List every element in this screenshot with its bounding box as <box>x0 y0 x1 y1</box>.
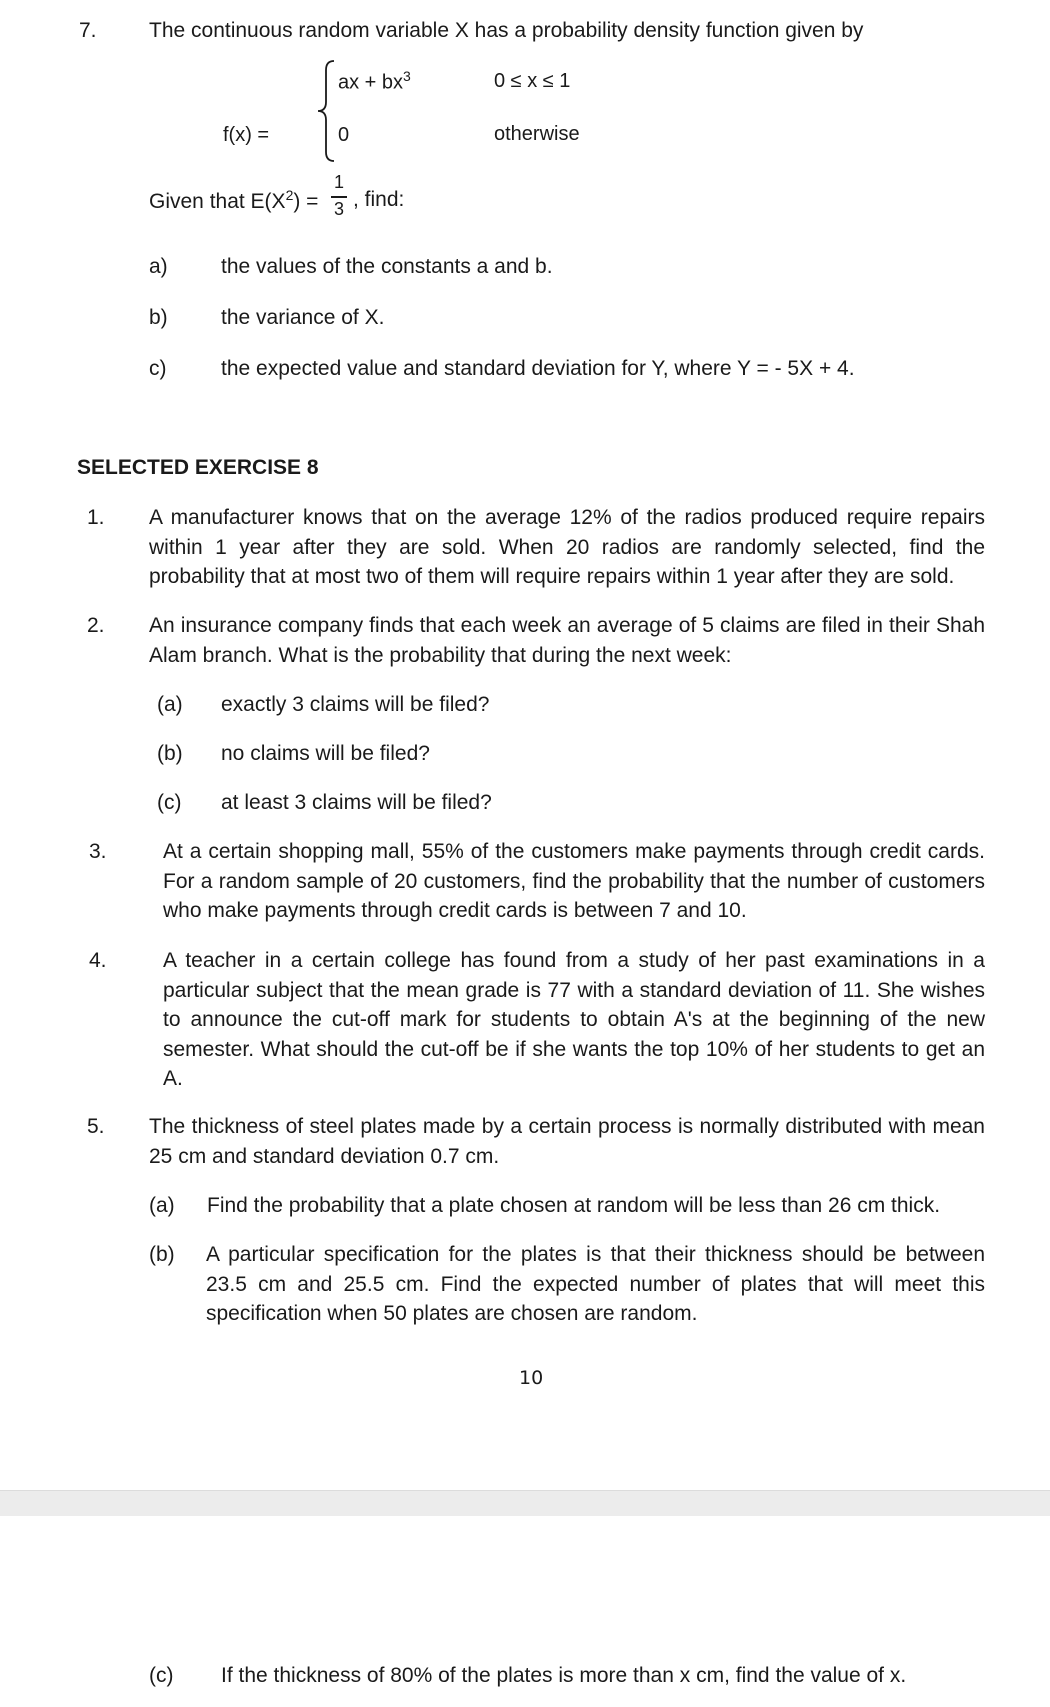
question-text: The thickness of steel plates made by a certain process is normally distributed with mean 25 cm and standard deviation 0.7 cm. <box>149 1115 985 1168</box>
part-label: c) <box>149 357 167 380</box>
fx-label: f(x) = <box>223 124 270 146</box>
given-prefix: Given that $E(X^2)$ = <box>149 187 319 213</box>
page-break <box>0 1490 1050 1516</box>
question-number: 4. <box>89 949 107 972</box>
question-number: 5. <box>87 1115 105 1138</box>
case2-expression: 0 <box>338 124 350 146</box>
question-number: 1. <box>87 506 105 529</box>
part-label: (b) <box>157 742 183 765</box>
part-text: Find the probability that a plate chosen at random will be less than 26 cm thick. <box>207 1194 941 1217</box>
fraction-numerator: 1 <box>333 172 344 192</box>
question-number: 3. <box>89 840 107 863</box>
fraction-bar <box>331 196 347 198</box>
case2-condition: otherwise <box>494 123 580 145</box>
part-label: a) <box>149 255 168 278</box>
section-heading: SELECTED EXERCISE 8 <box>77 456 319 479</box>
case1-expression: ax + $bx^3$ <box>338 68 411 94</box>
part-text: no claims will be filed? <box>221 742 430 765</box>
part-label: (a) <box>149 1194 175 1217</box>
fraction-denominator: 3 <box>333 199 344 219</box>
piecewise-brace <box>314 58 338 164</box>
part-label: (b) <box>149 1243 175 1266</box>
question-text: The continuous random variable X has a probability density function given by <box>149 19 864 42</box>
page-number: 10 <box>519 1367 544 1389</box>
question-number: 7. <box>79 19 97 42</box>
question-text: An insurance company finds that each week an average of 5 claims are filed in their Shah Alam branch. What is the probability that during the next week: <box>149 614 985 667</box>
question-text: At a certain shopping mall, 55% of the customers make payments through credit cards. For a random sample of 20 customers, find the probability that the number of customers who make payments through credit cards is between 7 and 10. <box>163 840 985 922</box>
part-text: A particular specification for the plates is that their thickness should be between 23.5 cm and 25.5 cm. Find the expected number of plates that will meet this specification when 50 plates are chosen are random. <box>206 1243 985 1325</box>
part-text: the expected value and standard deviation for Y, where Y = - 5X + 4. <box>221 357 855 380</box>
question-text: A manufacturer knows that on the average 12% of the radios produced require repairs within 1 year after they are sold. When 20 radios are randomly selected, find the probability that at most two of them will require repairs within 1 year after they are sold. <box>149 506 985 588</box>
part-text: exactly 3 claims will be filed? <box>221 693 490 716</box>
case1-condition: 0 ≤ x ≤ 1 <box>494 70 571 92</box>
part-label: (c) <box>157 791 182 814</box>
part-text: the variance of X. <box>221 306 385 329</box>
part-label: b) <box>149 306 168 329</box>
part-label: (c) <box>149 1664 174 1687</box>
part-text: at least 3 claims will be filed? <box>221 791 492 814</box>
question-number: 2. <box>87 614 105 637</box>
part-label: (a) <box>157 693 183 716</box>
given-suffix: , find: <box>353 188 405 211</box>
part-text: If the thickness of 80% of the plates is more than x cm, find the value of x. <box>221 1664 907 1687</box>
question-text: A teacher in a certain college has found from a study of her past examinations in a particular subject that the mean grade is 77 with a standard deviation of 11. She wishes to announce the cut-off mark for students to obtain A's at the beginning of the new semester. What should the cut-off be if she wants the top 10% of her students to get an A. <box>163 949 985 1090</box>
part-text: the values of the constants a and b. <box>221 255 553 278</box>
